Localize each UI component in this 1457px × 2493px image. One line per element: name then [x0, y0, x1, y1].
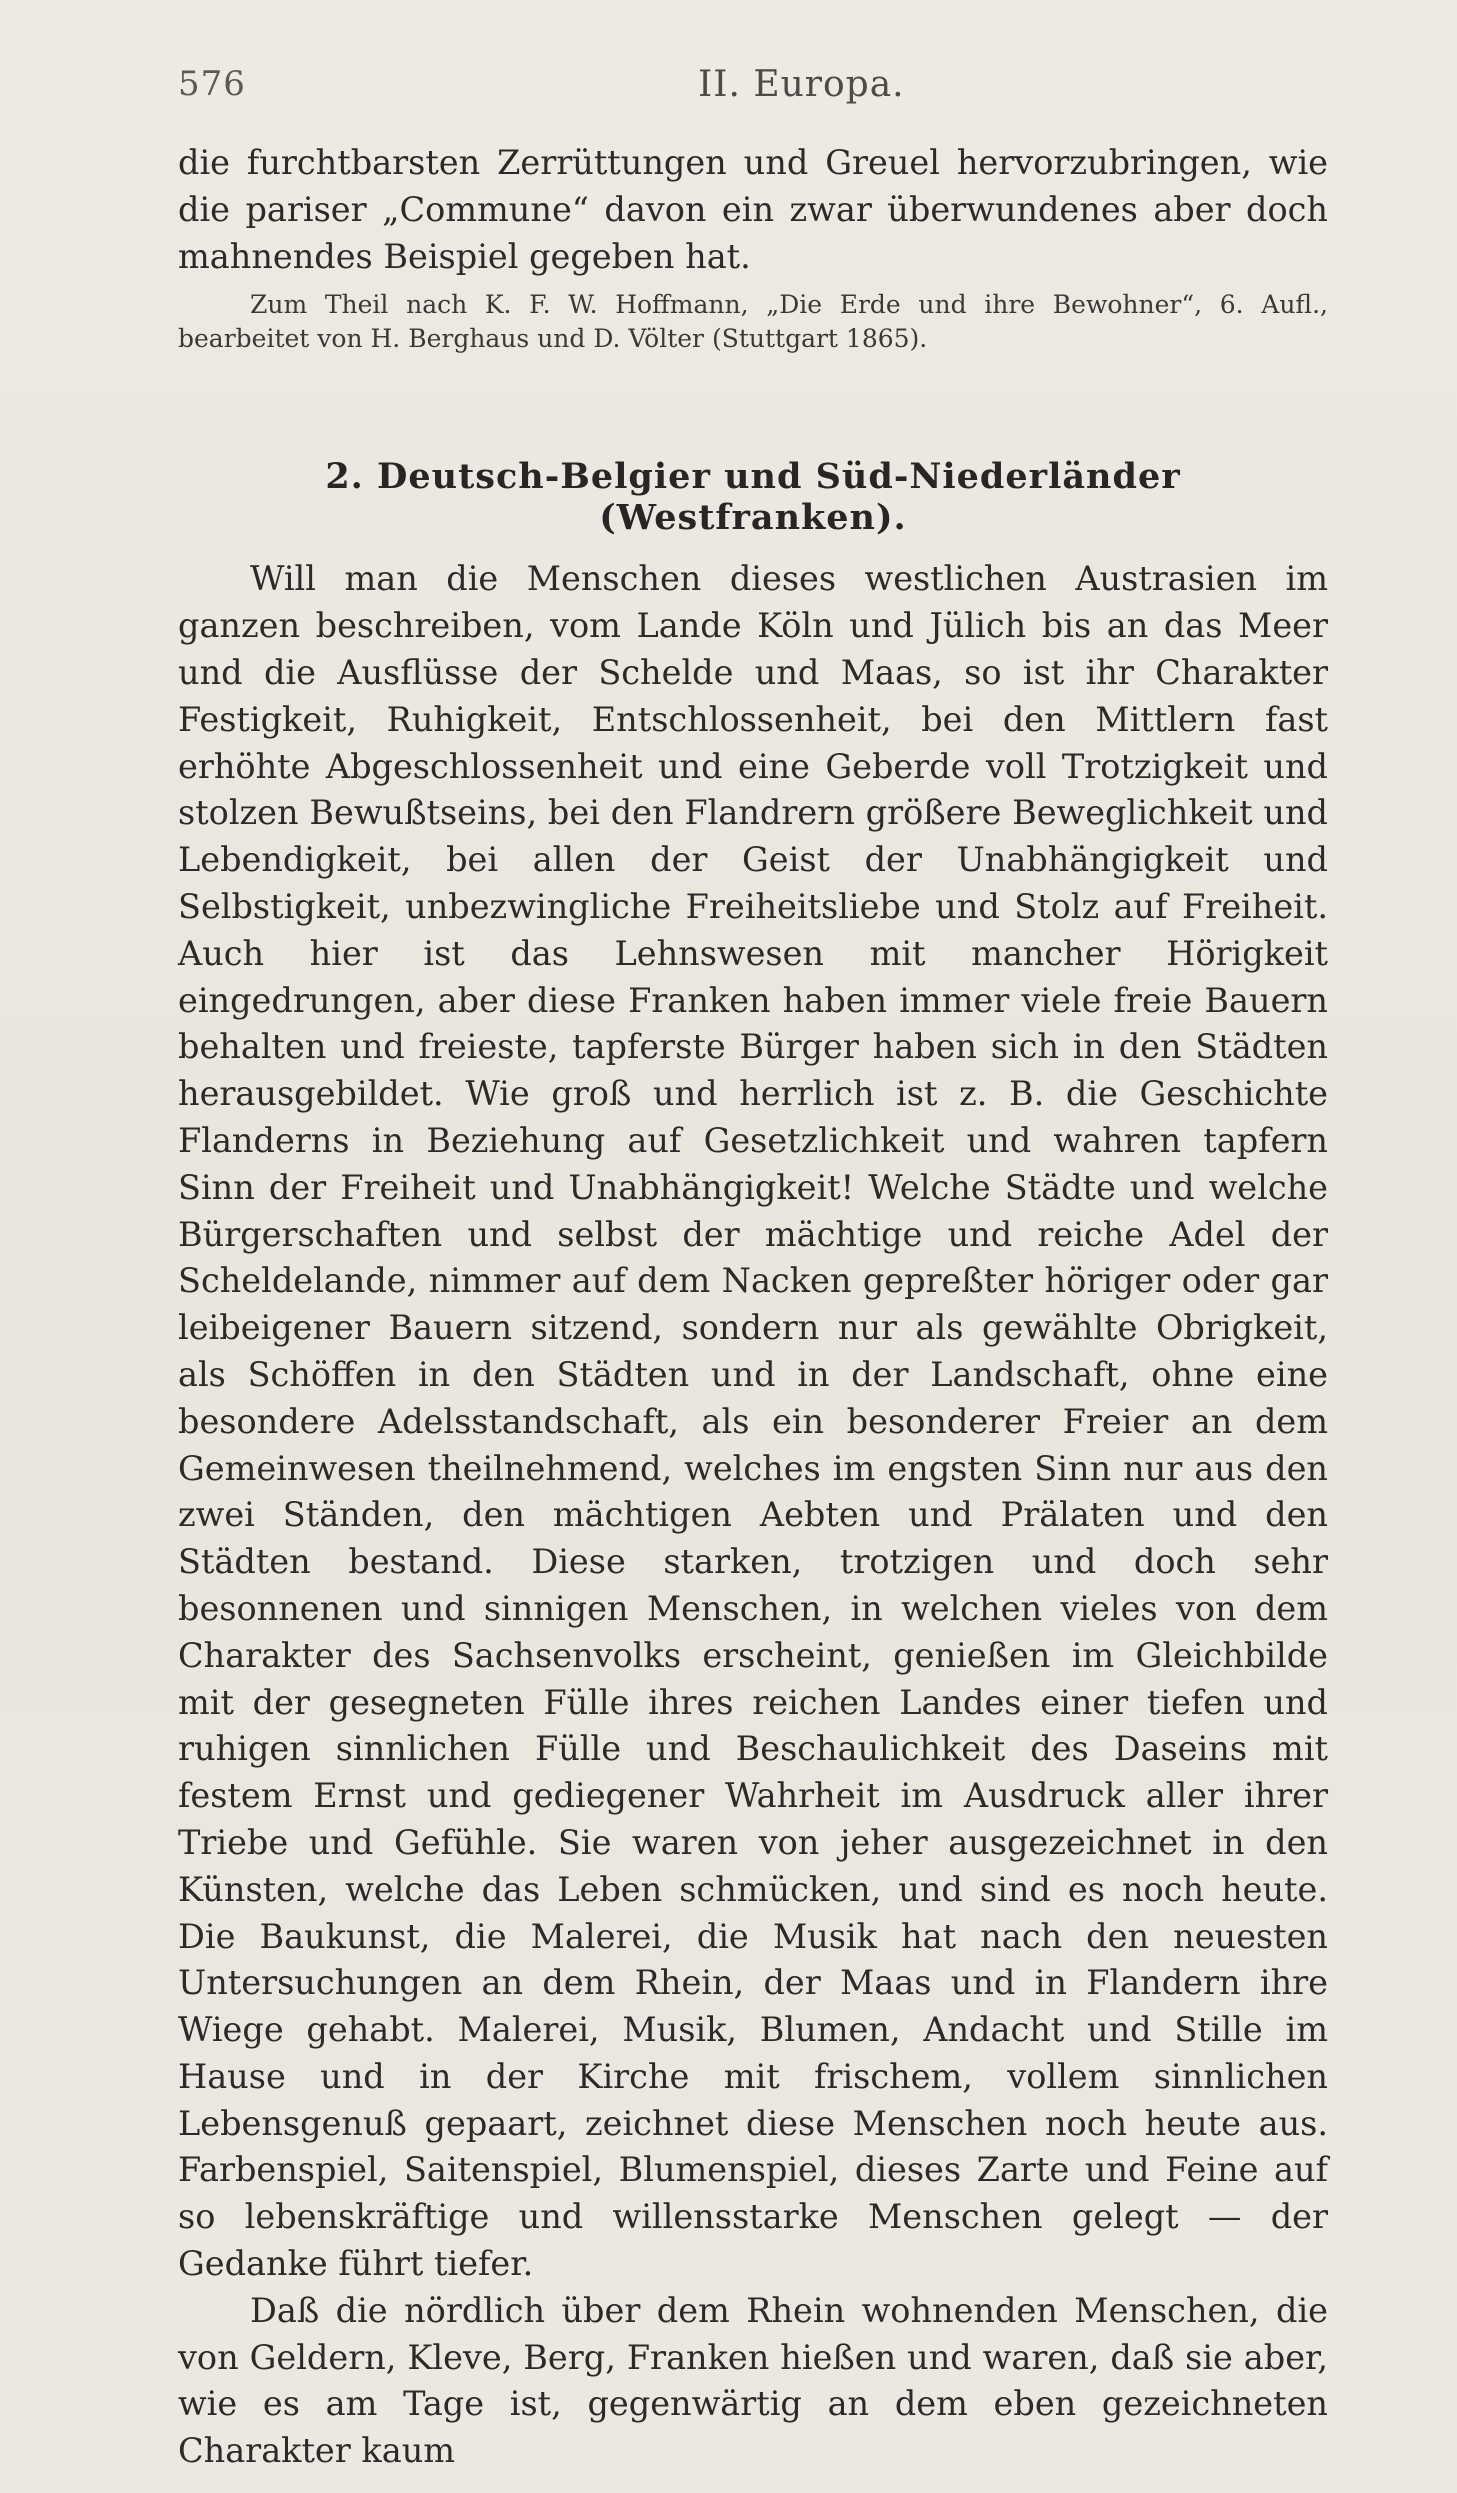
page-content: [178, 140, 1328, 2475]
intro-paragraph: die furchtbarsten Zerrüttungen und Greuel hervorzubringen, wie die pariser „Commune“ davon ein zwar überwundenes aber doch mahnendes Beispiel gegeben hat.: [178, 143, 1328, 276]
section-heading: 2. Deutsch-Belgier und Süd-Niederländer (Westfranken).: [325, 456, 1181, 539]
body-paragraph: Daß die nördlich über dem Rhein wohnenden Menschen, die von Geldern, Kleve, Berg, Franken hießen und waren, daß sie aber, wie es am Tage ist, gegenwärtig an dem eben gezeichneten Charakter kaum: [178, 2290, 1328, 2471]
running-title: II. Europa.: [698, 64, 905, 105]
page-number: 576: [178, 64, 246, 104]
body-paragraph: Will man die Menschen dieses westlichen Austrasien im ganzen beschreiben, vom Lande Köln und Jülich bis an das Meer und die Ausflüsse der Schelde und Maas, so ist ihr Charakter Festigkeit, Ruhigkeit, Entschlossenheit, bei den Mittlern fast erhöhte Abgeschlossenheit und eine Geberde voll Trotzigkeit und stolzen Bewußtseins, bei den Flandrern größere Beweglichkeit und Lebendigkeit, bei allen der Geist der Unabhängigkeit und Selbstigkeit, unbezwingliche Freiheitsliebe und Stolz auf Freiheit. Auch hier ist das Lehnswesen mit mancher Hörigkeit eingedrungen, aber diese Franken haben immer viele freie Bauern behalten und freieste, tapferste Bürger haben sich in den Städten herausgebildet. Wie groß und herrlich ist z. B. die Geschichte Flanderns in Beziehung auf Gesetzlichkeit und wahren tapfern Sinn der Freiheit und Unabhängigkeit! Welche Städte und welche Bürgerschaften und selbst der mächtige und reiche Adel der Scheldelande, nimmer auf dem Nacken gepreßter höriger oder gar leibeigener Bauern sitzend, sondern nur als gewählte Obrigkeit, als Schöffen in den Städten und in der Landschaft, ohne eine besondere Adelsstandschaft, als ein besonderer Freier an dem Gemeinwesen theilnehmend, welches im engsten Sinn nur aus den zwei Ständen, den mächtigen Aebten und Prälaten und den Städten bestand. Diese starken, trotzigen und doch sehr besonnenen und sinnigen Menschen, in welchen vieles von dem Charakter des Sachsenvolks erscheint, genießen im Gleichbilde mit der gesegneten Fülle ihres reichen Landes einer tiefen und ruhigen sinnlichen Fülle und Beschaulichkeit des Daseins mit festem Ernst und gediegener Wahrheit im Ausdruck aller ihrer Triebe und Gefühle. Sie waren von jeher ausgezeichnet in den Künsten, welche das Leben schmücken, und sind es noch heute. Die Baukunst, die Malerei, die Musik hat nach den neuesten Untersuchungen an dem Rhein, der Maas und in Flandern ihre Wiege gehabt. Malerei, Musik, Blumen, Andacht und Stille im Hause und in der Kirche mit frischem, vollem sinnlichen Lebensgenuß gepaart, zeichnet diese Menschen noch heute aus. Farbenspiel, Saitenspiel, Blumenspiel, dieses Zarte und Feine auf so lebenskräftige und willensstarke Menschen gelegt — der Gedanke führt tiefer.: [178, 559, 1328, 2284]
page-header: [178, 64, 1328, 114]
reference-note: Zum Theil nach K. F. W. Hoffmann, „Die Erde und ihre Bewohner“, 6. Aufl., bearbeitet von H. Berghaus und D. Völter (Stuttgart 1865).: [178, 290, 1328, 354]
